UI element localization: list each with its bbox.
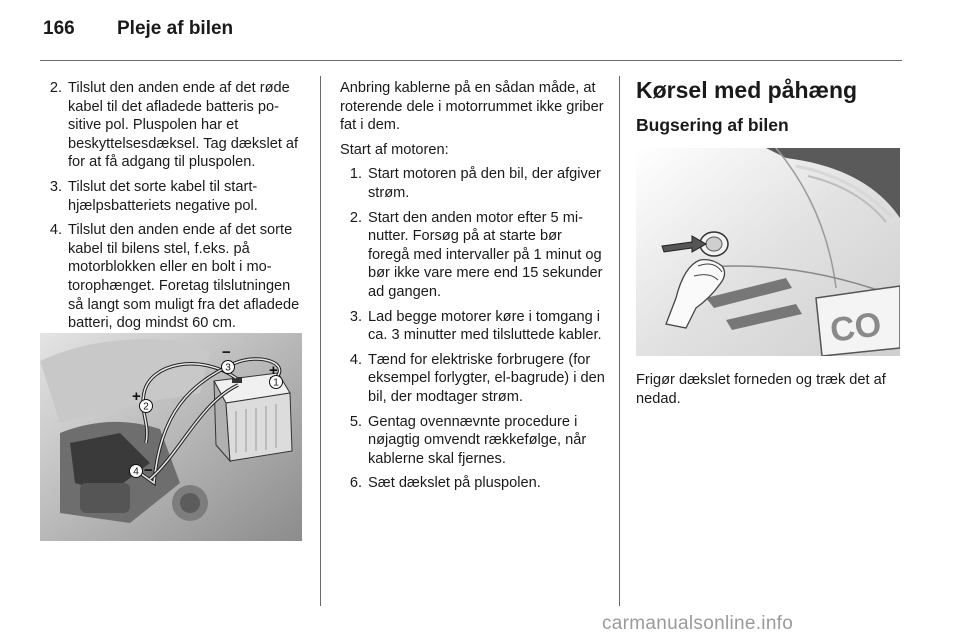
step-number: 4. (349, 351, 362, 368)
step-text: Lad begge motorer køre i tomgang i ca. 3 minutter med tilsluttede kabler. (368, 308, 602, 344)
step-text: Start den anden motor efter 5 minutter. Forsøg på at starte bør foregå med intervaller på 1 minut og bør ikke vare mere end 15 sekunder ad gangen. (368, 209, 603, 300)
minus-sign-3: − (222, 344, 231, 361)
callout-3: 3 (225, 362, 231, 374)
step-text: Tilslut den anden ende af det røde kabel til det afladede batteris positive pol. Pluspolen har et beskyttelsesdæksel. Tag dækslet af for at få adgang til pluspolen. (68, 80, 299, 171)
callout-1: 1 (273, 377, 279, 389)
list-item (344, 351, 606, 407)
minus-sign-4: − (144, 462, 153, 479)
page-header (43, 18, 233, 40)
list-item (344, 474, 606, 493)
step-text: Sæt dækslet på pluspolen. (368, 475, 541, 492)
step-text: Tænd for elektriske forbrugere (for eksempel forlygter, el-bagrude) i den bil, der modtager strøm. (368, 351, 605, 405)
list-item (44, 221, 306, 333)
list-item (344, 209, 606, 302)
step-text: Tilslut det sorte kabel til starthjælpsbatteriets negative pol. (68, 178, 258, 214)
plus-sign-2: + (132, 388, 141, 405)
step-number: 1. (349, 166, 362, 183)
list-item (44, 178, 306, 215)
step-number: 3. (49, 178, 62, 195)
page-title: Pleje af bilen (117, 18, 234, 39)
step-text: Tilslut den anden ende af det sorte kabel til bilens stel, f.eks. på motorblokken eller en bolt i motorophænget. Foretag tilslutningen så langt som muligt fra det afladede batteri, dog mindst 60 cm. (68, 222, 300, 332)
start-motor-label: Start af motoren: (340, 141, 449, 158)
subsection-heading: Bugsering af bilen (636, 115, 789, 135)
step-number: 2. (349, 209, 362, 226)
cable-placement-paragraph: Anbring kablerne på en sådan måde, at roterende dele i motorrummet ikke griber fat i dem. (340, 80, 604, 134)
step-number: 2. (49, 80, 62, 96)
column-divider-2 (619, 76, 620, 606)
towing-cover-illustration (636, 148, 900, 356)
jump-start-illustration (40, 333, 302, 541)
column-3 (636, 76, 904, 148)
section-heading: Kørsel med påhæng (636, 77, 858, 103)
column-1 (44, 79, 306, 339)
step-text: Gentag ovennævnte procedure i nøjagtig omvendt rækkefølge, når kablerne skal fjernes. (368, 413, 587, 467)
start-steps-list (344, 165, 606, 493)
connect-steps-list (44, 79, 306, 333)
step-number: 4. (49, 222, 62, 239)
page-number: 166 (43, 18, 75, 39)
column-divider-1 (320, 76, 321, 606)
step-number: 3. (349, 308, 362, 325)
list-item (344, 413, 606, 469)
plus-sign-1: + (269, 362, 278, 379)
callout-4: 4 (133, 466, 139, 478)
step-text: Start motoren på den bil, der afgiver strøm. (368, 166, 601, 201)
towing-caption-block (636, 371, 904, 414)
license-plate-text: CO (827, 305, 884, 350)
step-number: 5. (349, 413, 362, 430)
column-2 (340, 79, 606, 499)
step-number: 6. (349, 475, 362, 492)
list-item (44, 79, 306, 172)
callout-2: 2 (143, 401, 149, 413)
watermark: carmanualsonline.info (602, 613, 794, 634)
header-rule (40, 60, 902, 61)
list-item (344, 308, 606, 345)
list-item (344, 165, 606, 202)
towing-caption: Frigør dækslet forneden og træk det af nedad. (636, 372, 886, 407)
